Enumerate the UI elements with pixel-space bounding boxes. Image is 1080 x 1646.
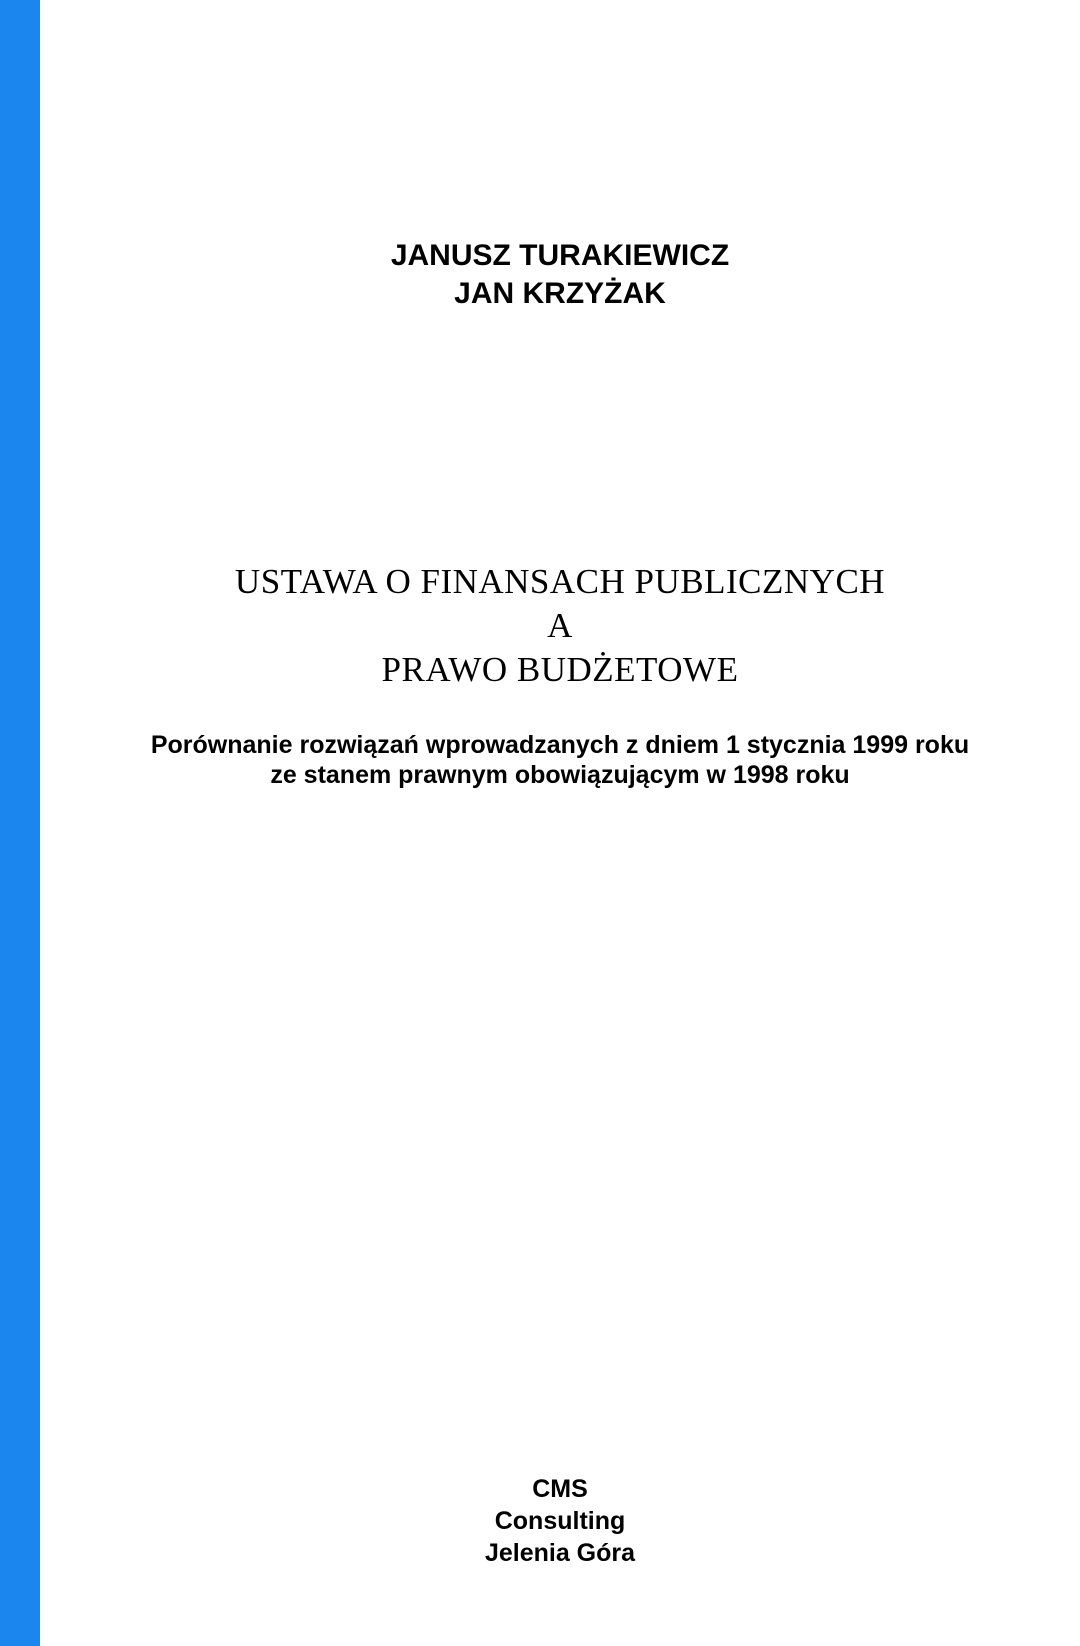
author-name: JAN KRZYŻAK [454, 277, 666, 310]
publisher-line: CMS [532, 1475, 588, 1503]
title-line: USTAWA O FINANSACH PUBLICZNYCH [234, 562, 886, 601]
book-subtitle [40, 730, 1080, 790]
authors [40, 237, 1080, 313]
publisher-line: Jelenia Góra [484, 1539, 636, 1567]
title-line: PRAWO BUDŻETOWE [381, 650, 739, 689]
book-title [40, 560, 1080, 692]
blue-spine-stripe [0, 0, 40, 1646]
publisher [40, 1473, 1080, 1569]
subtitle-line: Porównanie rozwiązań wprowadzanych z dniem 1 stycznia 1999 roku [150, 731, 970, 759]
publisher-line: Consulting [494, 1507, 626, 1535]
subtitle-line: ze stanem prawnym obowiązującym w 1998 roku [270, 761, 850, 789]
cover-content [40, 0, 1080, 1646]
author-name: JANUSZ TURAKIEWICZ [390, 239, 730, 272]
title-line: A [547, 606, 573, 645]
